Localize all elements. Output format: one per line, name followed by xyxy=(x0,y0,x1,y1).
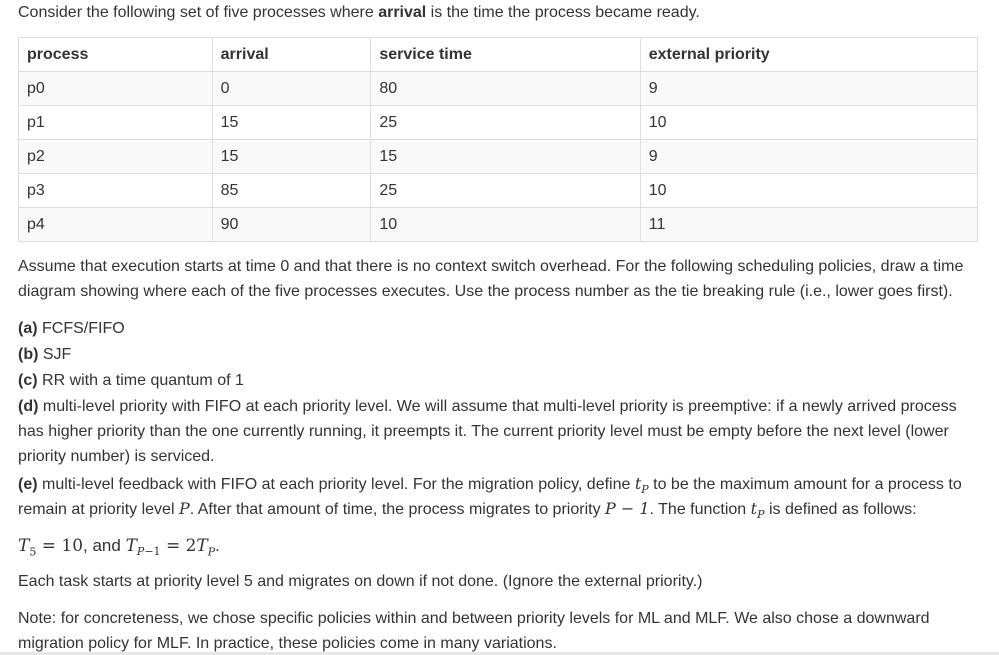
cell-service-time: 25 xyxy=(371,174,640,208)
table-row xyxy=(19,174,978,208)
header-service-time: service time xyxy=(371,38,640,72)
cell-service-time: 80 xyxy=(371,72,640,106)
cell-service-time: 25 xyxy=(371,106,640,140)
policy-e-line-1: (e) multi-level feedback with FIFO at each priority level. For the migration policy, define $t_P$ to be the maximum amount for a process to xyxy=(18,474,962,497)
policy-d-line-3: priority number) is serviced. xyxy=(18,448,215,465)
header-external-priority: external priority xyxy=(640,38,977,72)
cell-process: p3 xyxy=(19,174,213,208)
cell-priority: 11 xyxy=(640,208,977,242)
math-p-minus-1: P − 1 xyxy=(605,499,650,518)
cell-process: p1 xyxy=(19,106,213,140)
cell-priority: 9 xyxy=(640,140,977,174)
cell-priority: 10 xyxy=(640,106,977,140)
policy-c: (c) RR with a time quantum of 1 xyxy=(18,372,244,389)
policy-d-line-1: (d) multi-level priority with FIFO at each priority level. We will assume that multi-level priority is preemptive: if a newly arrived process xyxy=(18,398,957,415)
cell-process: p4 xyxy=(19,208,213,242)
note-line-2: migration policy for MLF. In practice, these policies come in many variations. xyxy=(18,635,557,652)
policy-d-line-2: has higher priority than the one currently running, it preempts it. The current priority level must be empty before the next level (lower xyxy=(18,423,949,440)
cell-process: p2 xyxy=(19,140,213,174)
cell-priority: 10 xyxy=(640,174,977,208)
table-row xyxy=(19,208,978,242)
cell-priority: 9 xyxy=(640,72,977,106)
policy-a: (a) FCFS/FIFO xyxy=(18,320,125,337)
policy-b: (b) SJF xyxy=(18,346,72,363)
table-header-row xyxy=(19,38,978,72)
table-row xyxy=(19,106,978,140)
cell-arrival: 90 xyxy=(212,208,371,242)
cell-service-time: 15 xyxy=(371,140,640,174)
cell-arrival: 15 xyxy=(212,140,371,174)
note-line-1: Note: for concreteness, we chose specific policies within and between priority levels for ML and MLF. We also chose a downward xyxy=(18,610,930,627)
formula: $T_5 = 10$, and $T_{P-1} = 2T_P$. xyxy=(18,536,220,559)
cell-arrival: 85 xyxy=(212,174,371,208)
cell-service-time: 10 xyxy=(371,208,640,242)
math-p: P xyxy=(178,499,190,518)
header-arrival: arrival xyxy=(212,38,371,72)
table-row xyxy=(19,140,978,174)
assume-line-2: diagram showing where each of the five processes executes. Use the process number as the tie breaking rule (i.e., lower goes first). xyxy=(18,283,953,300)
assume-line-1: Assume that execution starts at time 0 and that there is no context switch overhead. For the following scheduling policies, draw a time xyxy=(18,258,964,275)
cell-arrival: 0 xyxy=(212,72,371,106)
header-process: process xyxy=(19,38,213,72)
cell-arrival: 15 xyxy=(212,106,371,140)
policy-e-line-2: remain at priority level P. After that amount of time, the process migrates to priority P − 1. The function $t_P$ is defined as follows: xyxy=(18,499,917,522)
table-row xyxy=(19,72,978,106)
process-table xyxy=(18,37,978,242)
each-task-text: Each task starts at priority level 5 and migrates on down if not done. (Ignore the external priority.) xyxy=(18,573,703,590)
math-tp: $t_P$ xyxy=(634,474,649,497)
cell-process: p0 xyxy=(19,72,213,106)
intro-text: Consider the following set of five processes where arrival is the time the process became ready. xyxy=(18,4,700,21)
math-tp: $t_P$ xyxy=(750,499,765,522)
